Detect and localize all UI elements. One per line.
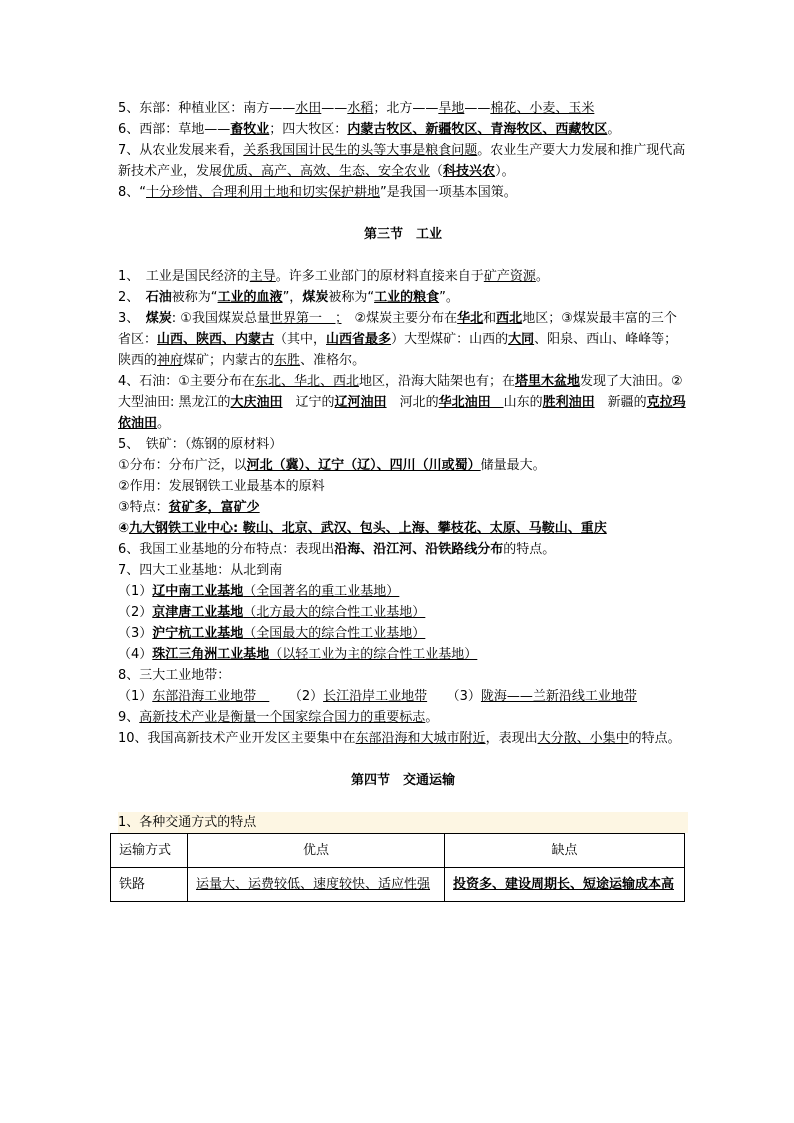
answer: 科技兴农 xyxy=(443,164,496,179)
answer: 贫矿多，富矿少 xyxy=(168,500,260,515)
answer-note: （全国著名的重工业基地） xyxy=(243,584,400,599)
text: （其中， xyxy=(274,332,327,347)
iron-feature xyxy=(118,497,688,518)
text: 。 xyxy=(535,269,549,284)
text: （2） xyxy=(295,689,324,704)
text: ）。 xyxy=(495,164,515,179)
answer: 煤炭 xyxy=(302,290,329,305)
text: 3、 xyxy=(118,311,146,326)
answer: 内蒙古牧区、新疆牧区、青海牧区、西藏牧区 xyxy=(347,122,608,137)
answer-note: （北方最大的综合性工业基地） xyxy=(243,605,426,620)
text: 的特点。 xyxy=(628,731,681,746)
text: （4） xyxy=(118,647,153,662)
answer: 投资多、建设周期长、短途运输成本高 xyxy=(453,877,675,892)
table-row xyxy=(111,868,685,902)
text: （1） xyxy=(118,689,153,704)
iron-steel-centers xyxy=(118,518,688,539)
answer-note: （以轻工业为主的综合性工业基地） xyxy=(269,647,478,662)
answer: 十分珍惜、合理利用土地和切实保护耕地 xyxy=(146,185,381,200)
text: （3） xyxy=(453,689,481,704)
base-4 xyxy=(118,644,688,665)
answer: 华北油田 xyxy=(438,395,504,410)
text: 和 xyxy=(483,311,497,326)
text: ④ xyxy=(118,521,130,536)
answer: 长江沿岸工业地带 xyxy=(323,689,428,704)
answer: 京津唐工业基地 xyxy=(152,605,244,620)
text: （ xyxy=(430,164,444,179)
industry-item-1 xyxy=(118,266,688,287)
answer: 关系我国国计民生的头等大事是粮食问题 xyxy=(243,143,478,158)
text: 、阳泉、西山、峰峰等；陕西的 xyxy=(118,332,678,368)
answer: 大同 xyxy=(508,332,535,347)
answer: 沪宁杭工业基地 xyxy=(152,626,244,641)
text: 6、我国工业基地的分布特点：表现出 xyxy=(118,542,335,557)
text: ”是我国一项基本国策。 xyxy=(380,185,517,200)
text: 8、“ xyxy=(118,185,147,200)
industry-item-10 xyxy=(118,728,688,749)
text: ”。 xyxy=(439,290,459,305)
text: 。农业生产要大力发展和推广现代高新技术产业，发展 xyxy=(118,143,686,179)
table-cell xyxy=(188,868,445,902)
industry-item-9 xyxy=(118,707,688,728)
iron-role: ②作用：发展钢铁工业最基本的原料 xyxy=(118,479,325,494)
text: 储量最大。 xyxy=(480,458,546,473)
table-header: 优点 xyxy=(188,834,445,868)
text: 河北的 xyxy=(386,395,439,410)
answer: 神府 xyxy=(157,353,184,368)
answer: 旱地 xyxy=(438,101,465,116)
answer: 东胜 xyxy=(274,353,301,368)
answer: 矿产资源 xyxy=(483,269,536,284)
text: 新疆的 xyxy=(594,395,647,410)
text: 。 xyxy=(157,416,171,431)
table-cell: 铁路 xyxy=(111,868,188,902)
text: 4、石油：①主要分布在 xyxy=(118,374,255,389)
text: 煤矿；内蒙古的 xyxy=(183,353,275,368)
industry-item-8: 8、三大工业地带： xyxy=(118,668,231,683)
text: : ①我国煤炭总量 xyxy=(171,311,270,326)
text: 10、我国高新技术产业开发区主要集中在 xyxy=(118,731,356,746)
industry-zones xyxy=(118,686,688,707)
table-header: 运输方式 xyxy=(111,834,188,868)
text: 1、 工业是国民经济的 xyxy=(118,269,250,284)
text: 。 xyxy=(607,122,621,137)
section-title-transport: 第四节 交通运输 xyxy=(350,773,455,788)
agri-item-7 xyxy=(118,140,688,182)
answer: 胜利油田 xyxy=(542,395,595,410)
answer: 珠江三角洲工业基地 xyxy=(152,647,270,662)
answer: 棉花、小麦、玉米 xyxy=(490,101,595,116)
answer: 辽中南工业基地 xyxy=(152,584,244,599)
iron-distribution xyxy=(118,455,688,476)
answer: 陇海——兰新沿线工业地带 xyxy=(480,689,637,704)
answer: 山西省最多 xyxy=(326,332,392,347)
agri-item-5 xyxy=(118,98,688,119)
industry-item-3 xyxy=(118,308,688,371)
answer: 世界第一 ； xyxy=(269,311,342,326)
text: ，表现出 xyxy=(485,731,538,746)
text: ①分布：分布广泛，以 xyxy=(118,458,247,473)
answer: 沿海、沿江河、沿铁路线分布 xyxy=(334,542,504,557)
text: （1） xyxy=(118,584,153,599)
text: 被称为“ xyxy=(171,290,218,305)
text: 被称为“ xyxy=(328,290,375,305)
text: ③特点： xyxy=(118,500,169,515)
agri-item-6 xyxy=(118,119,688,140)
text: 6、西部：草地—— xyxy=(118,122,231,137)
text: 。许多工业部门的原材料直接来自于 xyxy=(275,269,484,284)
text: 辽宁的 xyxy=(282,395,335,410)
answer: 辽河油田 xyxy=(334,395,387,410)
answer: 优质、高产、高效、生态、安全农业 xyxy=(222,164,431,179)
transport-item-1: 1、各种交通方式的特点 xyxy=(118,812,688,833)
document-page xyxy=(118,98,688,902)
text: —— xyxy=(321,101,348,116)
agri-item-8 xyxy=(118,182,688,203)
answer: 水稻 xyxy=(347,101,374,116)
table-header: 缺点 xyxy=(445,834,685,868)
answer: 畜牧业 xyxy=(230,122,270,137)
base-1 xyxy=(118,581,688,602)
answer: 主导 xyxy=(249,269,276,284)
answer: 大分散、小集中 xyxy=(537,731,629,746)
text: 发现了大油田。②大型油田: 黑龙江的 xyxy=(118,374,683,410)
text: 的特点。 xyxy=(503,542,556,557)
answer-note: （全国最大的综合性工业基地） xyxy=(243,626,426,641)
text: 、准格尔。 xyxy=(300,353,366,368)
text: 山东的 xyxy=(503,395,543,410)
text: 地区；③煤炭最丰富的三个省区： xyxy=(118,311,677,347)
answer: 大庆油田 xyxy=(230,395,283,410)
answer: 山西、陕西、内蒙古 xyxy=(157,332,275,347)
text: ；四大牧区： xyxy=(269,122,348,137)
text: ②煤炭主要分布在 xyxy=(341,311,458,326)
text: 7、从农业发展来看， xyxy=(118,143,244,158)
answer: 华北 xyxy=(457,311,484,326)
answer: 运量大、运费较低、速度较快、适应性强 xyxy=(196,877,431,892)
answer: 东北、华北、西北 xyxy=(254,374,359,389)
answer: 西北 xyxy=(496,311,523,326)
answer: 高新技术产业 xyxy=(139,710,218,725)
text: 2、 xyxy=(118,290,146,305)
text: 9、 xyxy=(118,710,140,725)
text: ；北方—— xyxy=(373,101,439,116)
text: ）大型煤矿：山西的 xyxy=(391,332,509,347)
answer: 工业的粮食 xyxy=(374,290,440,305)
industry-item-7: 7、四大工业基地：从北到南 xyxy=(118,563,283,578)
industry-item-4 xyxy=(118,371,688,434)
answer: 九大钢铁工业中心 xyxy=(129,521,234,536)
text: ”， xyxy=(282,290,303,305)
industry-item-6 xyxy=(118,539,688,560)
industry-item-5: 5、 铁矿：（炼钢的原材料） xyxy=(118,437,283,452)
table-cell xyxy=(445,868,685,902)
transport-table xyxy=(110,833,685,902)
section-title-industry: 第三节 工业 xyxy=(363,227,442,242)
answer: 石油 xyxy=(145,290,172,305)
text: （3） xyxy=(118,626,153,641)
answer: 东部沿海和大城市附近 xyxy=(355,731,486,746)
answer: 克拉玛依油田 xyxy=(118,395,686,431)
text: （2） xyxy=(118,605,153,620)
answer: 河北（冀）、辽宁（辽）、四川（川或蜀） xyxy=(246,458,481,473)
answer: 工业的血液 xyxy=(217,290,283,305)
text: 5、东部：种植业区：南方—— xyxy=(118,101,296,116)
text: 地区，沿海大陆架也有；在 xyxy=(358,374,515,389)
text: 。 xyxy=(425,710,439,725)
answer: 煤炭 xyxy=(145,311,172,326)
base-3 xyxy=(118,623,688,644)
answer: 水田 xyxy=(295,101,322,116)
text: —— xyxy=(464,101,491,116)
table-header-row xyxy=(111,834,685,868)
answer: 塔里木盆地 xyxy=(514,374,580,389)
industry-item-2 xyxy=(118,287,688,308)
answer: 是衡量一个国家综合国力的重要标志 xyxy=(217,710,426,725)
base-2 xyxy=(118,602,688,623)
answer: 东部沿海工业地带 xyxy=(152,689,270,704)
answer: : 鞍山、北京、武汉、包头、上海、攀枝花、太原、马鞍山、重庆 xyxy=(233,521,607,536)
